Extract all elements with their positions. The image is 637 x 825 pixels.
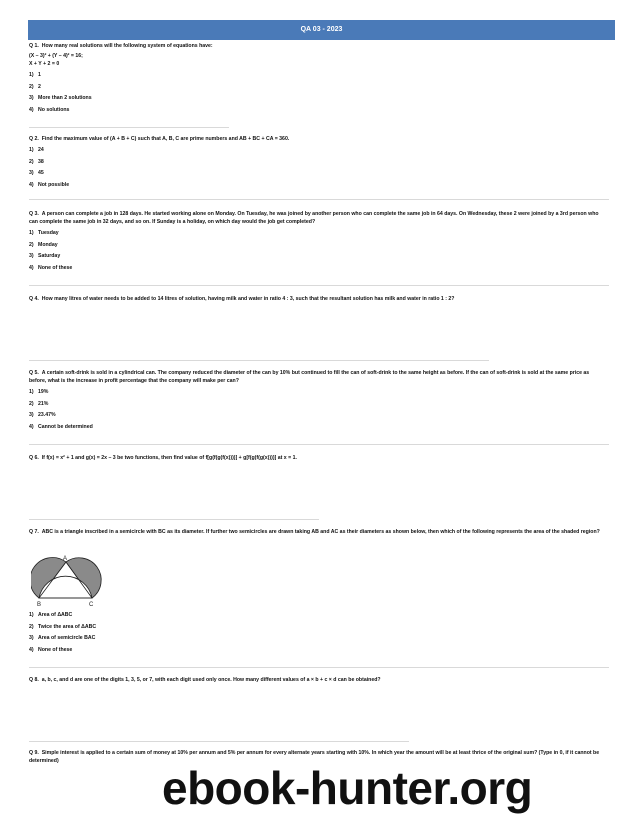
option-1[interactable]: 19%	[38, 389, 49, 395]
equation-2: X + Y + 2 = 0	[29, 61, 60, 67]
option-2[interactable]: Twice the area of ΔABC	[38, 623, 97, 630]
page-header	[28, 20, 615, 40]
question-7	[29, 528, 605, 536]
question-text: A person can complete a job in 128 days. He started working alone on Monday. On Tuesday, he was joined by another person who can complete the same job in 64 days. On Wednesday, these 2 were joined by a 3rd person who can complete the same job in 32 days, and so on. If Sunday is a holiday, on which day would the job get completed?	[29, 211, 599, 225]
question-text: a, b, c, and d are one of the digits 1, 3, 5, or 7, with each digit used only once. How many different values of a × b + c × d can be obtained?	[41, 677, 381, 683]
option-1[interactable]: 24	[38, 147, 44, 153]
divider	[29, 444, 609, 445]
header-title: QA 03 - 2023	[300, 26, 343, 33]
option-2[interactable]: 21%	[38, 400, 49, 407]
question-label: Q 7.	[29, 529, 39, 535]
option-1[interactable]: 1	[38, 72, 41, 78]
question-7-options: 1) Area of ΔABC 2) Twice the area of ΔABC 3) Area of semicircle BAC 4) None of these	[29, 612, 97, 653]
question-label: Q 1.	[29, 43, 39, 49]
option-1[interactable]: Area of ΔABC	[38, 612, 73, 618]
vertex-label-c: C	[89, 602, 94, 608]
option-4[interactable]: Not possible	[38, 181, 70, 188]
equation-1: (X – 3)² + (Y – 4)² = 16;	[29, 53, 83, 59]
option-3[interactable]: More than 2 solutions	[38, 95, 92, 101]
option-4[interactable]: None of these	[38, 264, 73, 271]
divider	[29, 127, 229, 128]
divider	[29, 285, 609, 286]
vertex-label-b: B	[37, 602, 42, 608]
semicircle-triangle-figure	[31, 554, 103, 608]
divider	[29, 667, 609, 668]
option-3[interactable]: 23.47%	[38, 412, 56, 418]
question-label: Q 4.	[29, 296, 39, 302]
question-label: Q 5.	[29, 370, 39, 376]
option-3[interactable]: Saturday	[38, 253, 61, 259]
question-3: Q 3. A person can complete a job in 128 days. He started working alone on Monday. On Tuesday, he was joined by another person who can complete the same job in 64 days. On Wednesday, these 2 were joined by a 3rd person who can complete the same job in 32 days, and so on. If Sunday is a holiday, on which day would the job get completed? 1) Tuesday 2) Monday 3) Saturday 4) None of these	[29, 211, 599, 271]
watermark: ebook-hunter.org	[162, 762, 533, 814]
divider	[29, 741, 409, 742]
option-4[interactable]: No solutions	[38, 106, 70, 113]
question-text: A certain soft-drink is sold in a cylindrical can. The company reduced the diameter of the can by 10% but continued to fill the can of soft-drink to the same height as before. If the can of soft-drink is sold at the same price as before, what is the increase in profit percentage that the company will make per can?	[29, 370, 590, 384]
option-2[interactable]: Monday	[38, 241, 58, 248]
question-text: Simple interest is applied to a certain sum of money at 10% per annum and 5% per annum for every alternate years starting with 10%. In which year the amount will be at least thrice of the original sum? (Type in 0, if it cannot be determined)	[29, 750, 600, 764]
question-label: Q 2.	[29, 136, 39, 142]
question-4	[29, 295, 605, 303]
question-text: ABC is a triangle inscribed in a semicircle with BC as its diameter. If further two semicircles are drawn taking AB and AC as their diameters as shown below, then which of the following represents the area of the shaded region?	[41, 529, 600, 535]
option-4[interactable]: None of these	[38, 646, 73, 653]
question-text: Find the maximum value of (A + B + C) such that A, B, C are prime numbers and AB + BC + CA = 360.	[41, 136, 290, 142]
question-label: Q 6.	[29, 455, 39, 461]
question-label: Q 8.	[29, 677, 39, 683]
question-label: Q 3.	[29, 211, 39, 217]
option-2[interactable]: 38	[38, 158, 44, 165]
option-3[interactable]: Area of semicircle BAC	[38, 635, 96, 641]
divider	[29, 519, 319, 520]
option-2[interactable]: 2	[38, 83, 41, 90]
question-text: How many real solutions will the following system of equations have:	[41, 43, 213, 49]
divider	[29, 199, 609, 200]
question-2: Q 2. Find the maximum value of (A + B + C) such that A, B, C are prime numbers and AB + BC + CA = 360. 1) 24 2) 38 3) 45 4) Not possible	[29, 136, 290, 188]
question-5: Q 5. A certain soft-drink is sold in a cylindrical can. The company reduced the diameter of the can by 10% but continued to fill the can of soft-drink to the same height as before. If the can of soft-drink is sold at the same price as before, what is the increase in profit percentage that the company will make per can? 1) 19% 2) 21% 3) 23.47% 4) Cannot be determined	[29, 370, 590, 430]
question-6	[29, 454, 605, 462]
vertex-label-a: A	[63, 556, 68, 562]
question-text: How many litres of water needs to be added to 14 litres of solution, having milk and water in ratio 4 : 3, such that the resultant solution has milk and water in ratio 1 : 2?	[41, 296, 455, 302]
divider	[29, 360, 489, 361]
question-text: If f(x) = x² + 1 and g(x) = 2x – 3 be two functions, then find value of f[g(f(g(f(x))))] + g[f(g(f(g(x))))] at x = 1.	[41, 455, 297, 461]
option-1[interactable]: Tuesday	[38, 230, 59, 236]
question-label: Q 9.	[29, 750, 39, 756]
option-3[interactable]: 45	[38, 170, 44, 176]
question-1: Q 1. How many real solutions will the following system of equations have: (X – 3)² + (Y – 4)² = 16; X + Y + 2 = 0 1) 1 2) 2 3) More than 2 solutions 4) No solutions	[29, 42, 605, 114]
question-8	[29, 676, 605, 684]
option-4[interactable]: Cannot be determined	[38, 423, 93, 430]
